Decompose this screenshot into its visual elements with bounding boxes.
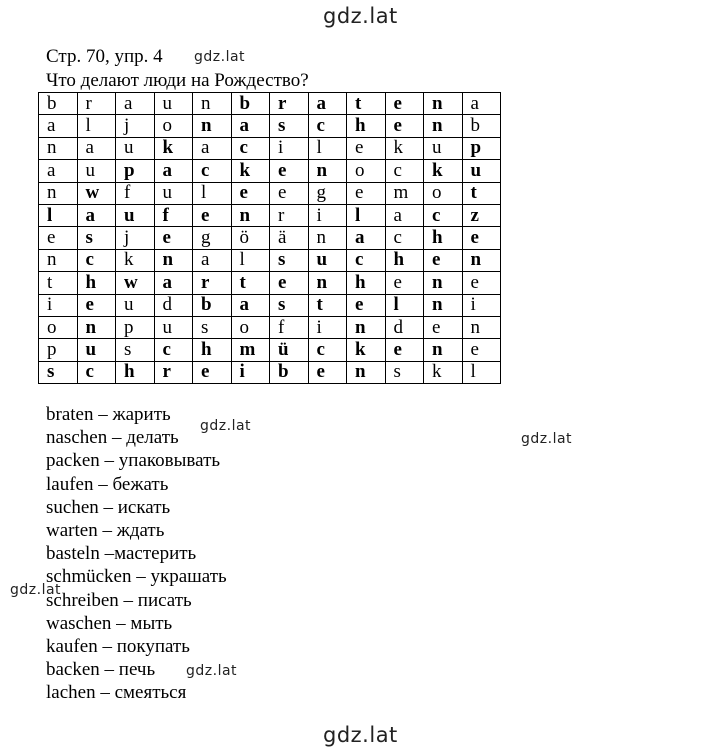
grid-row [39,182,501,204]
grid-cell: d [154,294,193,316]
grid-cell: n [154,249,193,271]
grid-cell: l [231,249,270,271]
grid-cell: e [347,294,386,316]
grid-cell: u [462,160,501,182]
grid-cell: g [308,182,347,204]
grid-cell: a [39,160,78,182]
grid-cell: s [193,316,232,338]
grid-cell: a [347,227,386,249]
grid-cell: r [193,272,232,294]
grid-cell: f [116,182,155,204]
grid-cell: i [39,294,78,316]
grid-cell: n [39,137,78,159]
grid-cell: e [385,339,424,361]
grid-cell: r [77,93,116,115]
grid-cell: t [462,182,501,204]
grid-cell: e [347,137,386,159]
grid-cell: k [424,160,463,182]
vocabulary-item: schmücken – украшать [46,566,227,588]
grid-cell: s [270,115,309,137]
vocabulary-item: waschen – мыть [46,612,173,634]
grid-cell: j [116,115,155,137]
grid-cell: n [193,93,232,115]
grid-cell: e [424,249,463,271]
vocabulary-item: laufen – бежать [46,473,169,495]
vocabulary-item: warten – ждать [46,519,165,541]
grid-cell: h [347,272,386,294]
grid-cell: e [462,272,501,294]
grid-cell: i [231,361,270,383]
grid-cell: l [308,137,347,159]
grid-row [39,160,501,182]
grid-cell: n [231,204,270,226]
grid-cell: h [385,249,424,271]
grid-cell: u [424,137,463,159]
grid-cell: l [77,115,116,137]
grid-cell: s [270,294,309,316]
grid-cell: s [39,361,78,383]
grid-cell: c [308,115,347,137]
grid-cell: o [424,182,463,204]
grid-cell: a [193,249,232,271]
grid-row [39,272,501,294]
vocabulary-item: packen – упаковывать [46,450,221,472]
grid-cell: m [231,339,270,361]
grid-cell: u [116,294,155,316]
grid-cell: s [270,249,309,271]
grid-cell: e [77,294,116,316]
grid-cell: k [154,137,193,159]
vocabulary-item: basteln –мастерить [46,543,197,565]
grid-cell: m [385,182,424,204]
grid-cell: o [154,115,193,137]
grid-cell: u [154,316,193,338]
grid-cell: u [308,249,347,271]
grid-cell: u [77,160,116,182]
grid-cell: u [77,339,116,361]
grid-cell: e [270,182,309,204]
grid-cell: w [116,272,155,294]
grid-cell: n [77,316,116,338]
grid-cell: a [77,137,116,159]
grid-cell: h [116,361,155,383]
grid-cell: l [39,204,78,226]
grid-cell: a [154,272,193,294]
watermark: gdz.lat [10,582,62,598]
page-reference: Стр. 70, упр. 4 [46,46,163,67]
grid-cell: p [39,339,78,361]
grid-cell: o [231,316,270,338]
grid-cell: r [154,361,193,383]
vocabulary-item: lachen – смеяться [46,682,187,704]
grid-cell: k [424,361,463,383]
grid-cell: o [39,316,78,338]
grid-cell: p [116,160,155,182]
grid-cell: i [270,137,309,159]
grid-row [39,339,501,361]
grid-cell: n [39,249,78,271]
grid-cell: t [231,272,270,294]
grid-cell: e [270,272,309,294]
grid-cell: e [385,115,424,137]
grid-cell: ü [270,339,309,361]
vocabulary-item: kaufen – покупать [46,635,190,657]
grid-row [39,227,501,249]
grid-cell: ä [270,227,309,249]
vocabulary-item: suchen – искать [46,496,171,518]
grid-cell: o [347,160,386,182]
grid-cell: u [116,137,155,159]
word-search-grid [38,92,501,384]
grid-row [39,115,501,137]
grid-cell: e [39,227,78,249]
grid-cell: f [270,316,309,338]
grid-cell: ö [231,227,270,249]
grid-cell: c [308,339,347,361]
grid-cell: p [116,316,155,338]
grid-cell: s [77,227,116,249]
grid-row [39,204,501,226]
grid-cell: e [270,160,309,182]
grid-cell: c [154,339,193,361]
grid-cell: s [116,339,155,361]
watermark: gdz.lat [323,723,398,747]
grid-cell: l [193,182,232,204]
grid-cell: e [385,93,424,115]
grid-cell: c [424,204,463,226]
grid-cell: z [462,204,501,226]
grid-cell: a [231,294,270,316]
vocabulary-item: schreiben – писать [46,589,192,611]
grid-cell: h [77,272,116,294]
grid-cell: n [193,115,232,137]
grid-row [39,137,501,159]
grid-cell: h [347,115,386,137]
grid-cell: n [462,249,501,271]
grid-cell: k [116,249,155,271]
grid-cell: b [462,115,501,137]
grid-cell: g [193,227,232,249]
grid-cell: n [308,272,347,294]
grid-cell: e [193,204,232,226]
grid-cell: k [347,339,386,361]
grid-cell: r [270,204,309,226]
grid-cell: h [424,227,463,249]
watermark: gdz.lat [186,663,238,679]
grid-cell: n [424,115,463,137]
grid-cell: a [385,204,424,226]
vocabulary-item: backen – печь [46,659,156,681]
grid-cell: r [270,93,309,115]
grid-cell: n [424,93,463,115]
grid-cell: c [231,137,270,159]
watermark: gdz.lat [521,431,573,447]
grid-cell: l [385,294,424,316]
watermark: gdz.lat [194,49,246,65]
grid-cell: b [193,294,232,316]
grid-row [39,294,501,316]
grid-cell: i [308,316,347,338]
grid-cell: n [347,361,386,383]
watermark: gdz.lat [323,4,398,28]
grid-cell: l [462,361,501,383]
grid-cell: u [154,93,193,115]
grid-cell: b [270,361,309,383]
grid-cell: n [308,227,347,249]
vocabulary-item: naschen – делать [46,427,179,449]
grid-cell: t [308,294,347,316]
grid-cell: i [462,294,501,316]
grid-cell: c [385,160,424,182]
grid-cell: n [424,339,463,361]
grid-row [39,249,501,271]
grid-cell: c [385,227,424,249]
grid-cell: u [154,182,193,204]
grid-cell: a [116,93,155,115]
grid-cell: a [77,204,116,226]
grid-cell: a [308,93,347,115]
grid-cell: a [231,115,270,137]
grid-cell: e [462,227,501,249]
grid-cell: i [308,204,347,226]
grid-row [39,93,501,115]
vocabulary-item: braten – жарить [46,404,171,425]
grid-cell: c [77,361,116,383]
grid-cell: c [77,249,116,271]
grid-cell: e [462,339,501,361]
grid-cell: t [347,93,386,115]
watermark: gdz.lat [200,418,252,434]
grid-row [39,316,501,338]
grid-cell: a [154,160,193,182]
grid-cell: n [39,182,78,204]
grid-cell: f [154,204,193,226]
grid-cell: e [308,361,347,383]
grid-cell: j [116,227,155,249]
grid-cell: b [231,93,270,115]
grid-cell: n [347,316,386,338]
grid-cell: l [347,204,386,226]
grid-cell: w [77,182,116,204]
grid-cell: d [385,316,424,338]
grid-cell: c [347,249,386,271]
grid-cell: t [39,272,78,294]
grid-cell: s [385,361,424,383]
grid-cell: n [308,160,347,182]
grid-cell: a [462,93,501,115]
grid-cell: a [39,115,78,137]
grid-cell: a [193,137,232,159]
grid-cell: n [424,294,463,316]
vocabulary-list [46,403,227,704]
grid-cell: e [154,227,193,249]
exercise-question: Что делают люди на Рождество? [46,70,309,91]
grid-row [39,361,501,383]
grid-cell: e [424,316,463,338]
grid-cell: k [385,137,424,159]
grid-cell: h [193,339,232,361]
grid-cell: e [385,272,424,294]
grid-cell: n [424,272,463,294]
grid-cell: e [347,182,386,204]
grid-cell: u [116,204,155,226]
grid-cell: e [193,361,232,383]
grid-cell: b [39,93,78,115]
grid-cell: n [462,316,501,338]
grid-cell: e [231,182,270,204]
grid-cell: c [193,160,232,182]
grid-cell: k [231,160,270,182]
grid-cell: p [462,137,501,159]
